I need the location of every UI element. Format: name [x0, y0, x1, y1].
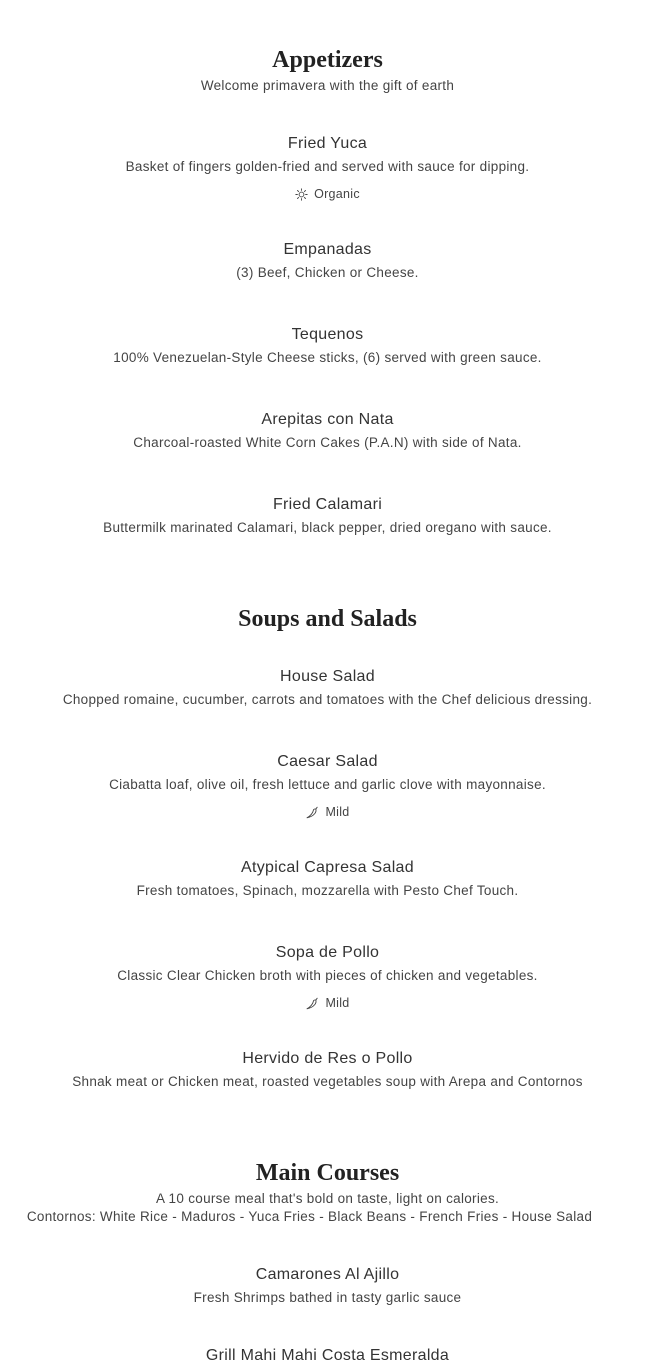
- menu-item-tag: [0, 995, 645, 1014]
- menu-item-description: Basket of fingers golden-fried and served with sauce for dipping.: [125, 159, 530, 174]
- menu-item-description: Shnak meat or Chicken meat, roasted vegetables soup with Arepa and Contornos: [72, 1074, 583, 1089]
- menu-item-name: House Salad: [280, 668, 375, 685]
- menu-item-name: Caesar Salad: [277, 753, 378, 770]
- menu-item-name: Tequenos: [291, 326, 364, 343]
- chili-pepper-icon: [305, 806, 319, 819]
- menu-item-tag: [0, 186, 645, 205]
- menu-item-tag-label: Mild: [325, 805, 350, 819]
- menu-item-description: 100% Venezuelan-Style Cheese sticks, (6) served with green sauce.: [113, 350, 542, 365]
- section-title-appetizers: Appetizers: [272, 47, 383, 73]
- sun-icon: [295, 188, 308, 201]
- menu-item-name: Camarones Al Ajillo: [255, 1266, 400, 1283]
- menu-item-name: Grill Mahi Mahi Costa Esmeralda: [205, 1347, 450, 1364]
- menu-item-description: Charcoal-roasted White Corn Cakes (P.A.N) with side of Nata.: [133, 435, 522, 450]
- menu-item-description: Buttermilk marinated Calamari, black pepper, dried oregano with sauce.: [103, 520, 552, 535]
- section-title-soups-and-salads: Soups and Salads: [238, 606, 417, 632]
- section-subtitle-contornos: Contornos: White Rice - Maduros - Yuca Fries - Black Beans - French Fries - House Salad: [26, 1209, 593, 1224]
- menu-item-name: Hervido de Res o Pollo: [242, 1050, 413, 1067]
- menu-item-description: Chopped romaine, cucumber, carrots and tomatoes with the Chef delicious dressing.: [62, 692, 593, 707]
- chili-pepper-icon: [305, 997, 319, 1010]
- menu-item-name: Atypical Capresa Salad: [241, 859, 414, 876]
- menu-item-description: Classic Clear Chicken broth with pieces of chicken and vegetables.: [117, 968, 538, 983]
- menu-item-name: Arepitas con Nata: [261, 411, 394, 428]
- menu-item-name: Fried Calamari: [272, 496, 383, 513]
- menu-item-name: Fried Yuca: [287, 135, 368, 152]
- menu-item-tag-label: Organic: [314, 187, 360, 201]
- section-title-main-courses: Main Courses: [255, 1160, 400, 1186]
- menu-item-description: Fresh Shrimps bathed in tasty garlic sauce: [193, 1290, 462, 1305]
- menu-item-name: Sopa de Pollo: [275, 944, 380, 961]
- section-subtitle-main-courses: A 10 course meal that's bold on taste, light on calories.: [155, 1191, 500, 1206]
- menu-item-name: Empanadas: [283, 241, 372, 258]
- menu-item-tag-label: Mild: [325, 996, 350, 1010]
- menu-item-description: (3) Beef, Chicken or Cheese.: [236, 265, 419, 280]
- menu-item-description: Fresh tomatoes, Spinach, mozzarella with Pesto Chef Touch.: [136, 883, 519, 898]
- section-subtitle-appetizers: Welcome primavera with the gift of earth: [200, 78, 455, 93]
- menu-item-description: Ciabatta loaf, olive oil, fresh lettuce and garlic clove with mayonnaise.: [109, 777, 546, 792]
- menu-item-tag: [0, 804, 645, 823]
